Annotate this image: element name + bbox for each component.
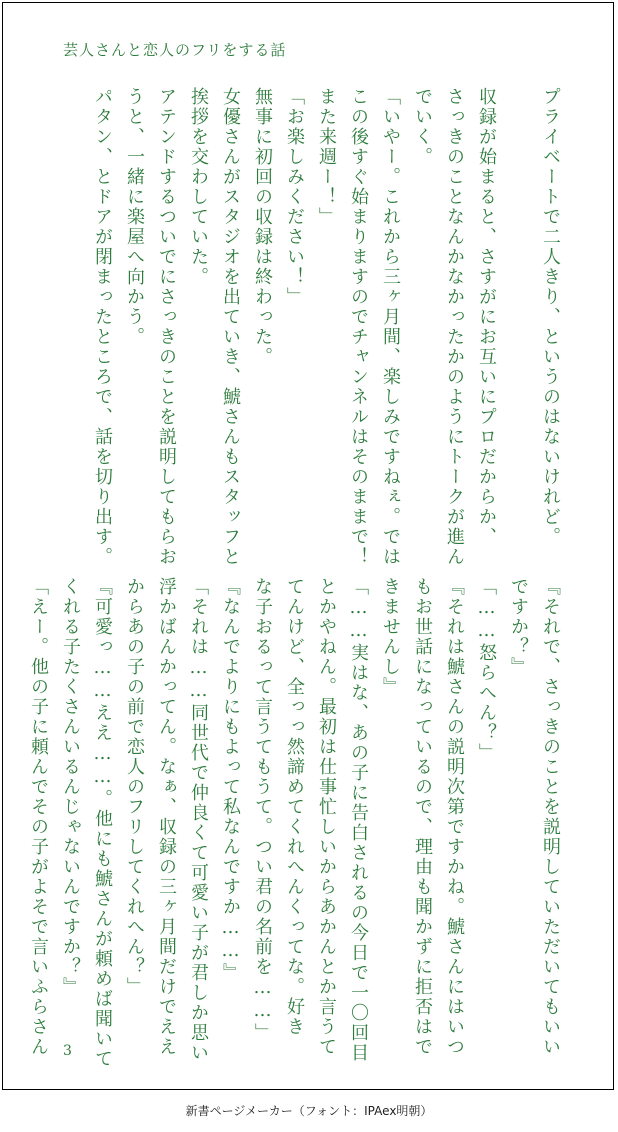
page-number: 3 <box>63 1043 72 1059</box>
text-line: ですか？』 <box>508 577 529 677</box>
text-line: 『なんでよりにもよって私なんですか……』 <box>220 577 241 983</box>
text-column-bottom <box>28 577 566 1069</box>
text-line: さっきのことなんかなかったかのようにトークが進ん <box>444 87 465 567</box>
text-line: 浮かばんかってん。なぁ、収録の三ヶ月間だけでええ <box>156 577 177 1057</box>
text-line: 女優さんがスタジオを出ていき、鯱さんもスタッフと <box>220 87 241 567</box>
text-line: もお世話になっているので、理由も聞かずに拒否はで <box>412 577 433 1057</box>
text-line: 収録が始まると、さすがにお互いにプロだからか、 <box>476 87 497 547</box>
running-title: 芸人さんと恋人のフリをする話 <box>63 41 287 59</box>
text-line: パタン、とドアが閉まったところで、話を切り出す。 <box>92 87 113 567</box>
text-column-top <box>36 87 566 567</box>
text-line: からあの子の前で恋人のフリしてくれへん？」 <box>124 577 145 997</box>
text-line: 「それは……同世代で仲良くて可愛い子が君しか思い <box>188 577 209 1063</box>
text-line: てんけど、全っっ然諦めてくれへんくってな。好き <box>284 577 305 1037</box>
text-line: 『それは鯱さんの説明次第ですかね。鯱さんにはいつ <box>444 577 465 1057</box>
text-line: くれる子たくさんいるんじゃないんですか？』 <box>60 577 81 997</box>
text-line: 「お楽しみください！」 <box>284 87 305 307</box>
text-line: うと、一緒に楽屋へ向かう。 <box>124 87 145 347</box>
text-line: 『可愛っ……ええ……。他にも鯱さんが頼めば聞いて <box>92 577 113 1069</box>
text-line: また来週ー！」 <box>316 87 337 227</box>
text-line: 「……怒らへん？」 <box>476 577 497 763</box>
text-line: 挨拶を交わしていた。 <box>188 87 209 287</box>
text-line: 「えー。他の子に頼んでその子がよそで言いふらさん <box>28 577 49 1057</box>
text-line: プライベートで二人きり、というのはないけれど。 <box>540 87 561 547</box>
text-line: でいく。 <box>412 87 433 167</box>
text-line <box>502 87 534 525</box>
text-line: 無事に初回の収録は終わった。 <box>252 87 273 367</box>
page-frame <box>2 2 614 1090</box>
text-line: この後すぐ始まりますのでチャンネルはそのままで！ <box>348 87 369 567</box>
footer-caption: 新書ページメーカー（フォント：IPAex明朝） <box>185 1104 433 1118</box>
text-line: きませんし』 <box>380 577 401 697</box>
text-line: 「……実はな、あの子に告白されるの今日で一〇回目 <box>348 577 369 1063</box>
text-line: アテンドするついでにさっきのことを説明してもらお <box>156 87 177 567</box>
text-line: な子おるって言うてもうて。つい君の名前を……」 <box>252 577 273 1043</box>
text-line: 「いやー。これから三ヶ月間、楽しみですねぇ。では <box>380 87 401 567</box>
text-line: 『それで、さっきのことを説明していただいてもいい <box>540 577 561 1057</box>
text-line: とかやねん。最初は仕事忙しいからあかんとか言うて <box>316 577 337 1057</box>
